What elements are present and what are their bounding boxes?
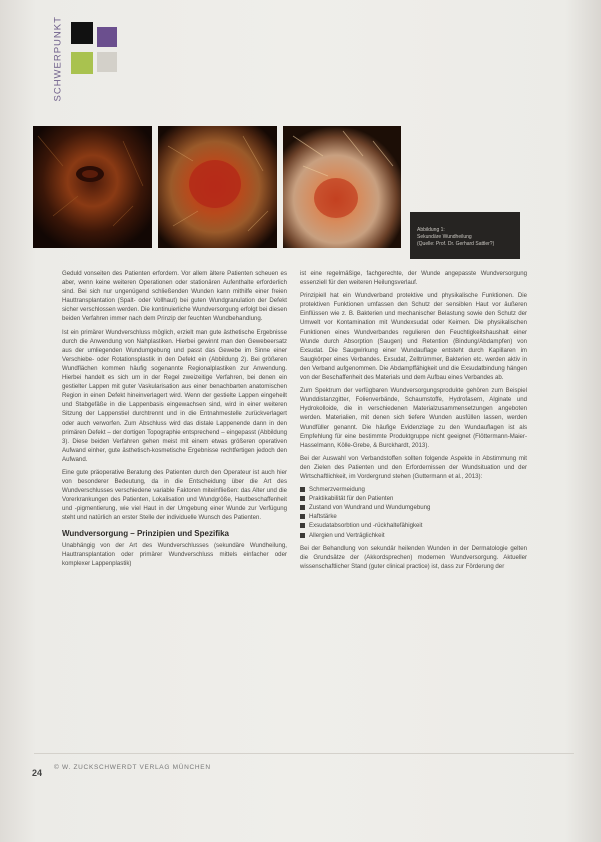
wound-photo-3 — [283, 126, 401, 248]
paragraph: Prinzipiell hat ein Wundverband protektive und physikalische Funktionen. Die protektiven Funktionen umfassen den Schutz der sensiblen Haut vor äußeren Einflüssen wie z. B. Bakterien und mechanischer Belastung sowie den Schutz der Umwelt vor Kontamination mit Wundexsudat oder Keimen. Die physikalischen Funktionen eines Wundverbandes regulieren den Feuchtigkeitshaushalt einer Wunde durch Absorption (Saugen) und Retention (Bindung/Abdampfen) von Exsudat. Die Saugwirkung einer Wundauflage entsteht durch Kapillaren im Saugkörper eines Verbandes. Exsudat, Zelltrümmer, Bakterien etc. werden aktiv in den Verband aufgenommen. Die Abdampffähigkeit und die Exsudatbindung hängen von der Beschaffenheit des Materials und dem Aufbau eines Verbandes ab. — [300, 292, 527, 382]
section-tab — [48, 18, 68, 118]
list-item-text: Haftstärke — [309, 513, 337, 521]
wound-photo-2 — [158, 126, 277, 248]
list-item-text: Praktikabilität für den Patienten — [309, 495, 394, 503]
bullet-square-icon — [300, 505, 305, 510]
criteria-list — [300, 485, 527, 540]
bullet-square-icon — [300, 487, 305, 492]
page-number: 24 — [32, 768, 43, 778]
footer-divider — [34, 753, 574, 754]
publisher-line: © W. ZUCKSCHWERDT VERLAG MÜNCHEN — [54, 764, 211, 771]
figure-caption — [410, 212, 520, 259]
list-item-text: Allergien und Verträglichkeit — [309, 531, 385, 539]
page-footer — [32, 763, 211, 778]
section-label: SCHWERPUNKT — [52, 16, 64, 102]
bullet-square-icon — [300, 533, 305, 538]
bullet-square-icon — [300, 523, 305, 528]
list-item-text: Schmerzvermeidung — [309, 486, 365, 494]
bullet-square-icon — [300, 514, 305, 519]
paragraph: ist eine regelmäßige, fachgerechte, der Wunde angepasste Wundversorgung essenziell für den weiteren Heilungsverlauf. — [300, 270, 527, 287]
paragraph: Bei der Auswahl von Verbandstoffen sollten folgende Aspekte in Abstimmung mit den Zielen des Patienten und den Erfordernissen der Wundsituation und der Wirtschaftlichkeit, im Vordergrund stehen (Guttermann et al., 2013): — [300, 454, 527, 480]
paragraph: Geduld vonseiten des Patienten erfordern. Vor allem ältere Patienten scheuen es aber, wenn keine weiteren Operationen oder stationären Aufenthalte erforderlich sind. Bei sich nur ungenügend schließenden Wunden kann mithilfe einer freien Hauttransplantation (Spalt- oder Vollhaut) bei guten Wundgranulation der Defekt sicher verschlossen werden. Die kontinuierliche Wundversorgung erfolgt bei diesen beiden Verfahren immer nach dem Prinzip der feuchten Wundbehandlung. — [62, 270, 287, 323]
bullet-square-icon — [300, 496, 305, 501]
list-item-text: Zustand von Wundrand und Wundumgebung — [309, 504, 431, 512]
color-square-grey — [97, 52, 117, 72]
list-item — [300, 485, 527, 494]
paragraph: Ist ein primärer Wundverschluss möglich, erzielt man gute ästhetische Ergebnisse durch die Anwendung von Nahplastiken. Hierbei gewinnt man den Gewebeersatz aus der umliegenden Wundumgebung und passt das Gewebe im Sinne einer Verschiebe- oder Rotationsplastik in den Defekt ein (Abbildung 2). Bei größeren Wundflächen kommen häufig sogenannte Regionalplastiken zur Anwendung. Hierbei handelt es sich um in der Regel zweizeitige Verfahren, bei denen ein gestielter Lappen mit guter Vaskularisation aus einer benachbarten anatomischen Region in einen Defekt hineinverlagert wird. Wenn der gestielte Lappen eingeheilt und Stabgefäße in die Lappenbasis eingewachsen sind, wird in einer weiteren Sitzung der Lappenstiel durchtrennt und in die Entnahmestelle zurückverlagert oder auch verworfen. Zum Abschluss wird das distale Lappenende dann in den primären Defekt – der dortigen Topographie entsprechend – eingepasst (Abbildung 3). Diese beiden Verfahren gehen meist mit einem etwas größeren operativen Aufwand einher, gute ästhetisch-kosmetische Ergebnisse rechtfertigen jedoch den Aufwand. — [62, 328, 287, 463]
paragraph: Unabhängig von der Art des Wundverschlusses (sekundäre Wundheilung, Hauttransplantation oder primärer Wundverschluss mittels einfacher oder komplexer Lappenplastik) — [62, 541, 287, 567]
caption-line: Abbildung 1: — [417, 227, 445, 233]
list-item — [300, 512, 527, 521]
list-item-text: Exsudatabsorbtion und -rückhaltefähigkeit — [309, 522, 423, 530]
color-square-black — [71, 22, 93, 44]
list-item — [300, 531, 527, 540]
paragraph: Zum Spektrum der verfügbaren Wundversorgungsprodukte gehören zum Beispiel Wunddistanzgitter, Folienverbände, Schaumstoffe, Hydrofasern, Alginate und Hydrokolloide, die in verschiedenen Materialzusammensetzungen angeboten werden. Materialien, mit denen sich tiefere Wunden ausfüllen lassen, werden Wundfüller genannt. Die häufige Evidenzlage zu den Wundauflagen ist als Empfehlung für eine bestimmte Produktgruppe nicht geeignet (Flöttermann-Maier-Hasselmann, Kölle-Grebe, & Burckhardt, 2013). — [300, 387, 527, 449]
left-column — [62, 269, 287, 572]
caption-line: Sekundäre Wundheilung — [417, 234, 472, 240]
wound-photo-1 — [33, 126, 152, 248]
section-heading: Wundversorgung – Prinzipien und Spezifika — [62, 528, 229, 538]
list-item — [300, 494, 527, 503]
color-square-green — [71, 52, 93, 74]
color-square-purple — [97, 27, 117, 47]
paragraph: Bei der Behandlung von sekundär heilenden Wunden in der Dermatologie gelten die Grundsätze der (Akkordsprechen) modernen Wundversorgung. Aktueller wissenschaftlicher Stand (guter clinical practice) ist, dass zur Förderung der — [300, 544, 527, 570]
caption-line: (Quelle: Prof. Dr. Gerhard Sattler?) — [417, 241, 495, 247]
list-item — [300, 521, 527, 530]
right-column — [300, 269, 527, 575]
list-item — [300, 503, 527, 512]
paragraph: Eine gute präoperative Beratung des Patienten durch den Operateur ist auch hier von besonderer Bedeutung, da in die Entscheidung über die Art des Wundverschlusses verschiedene variable Faktoren miteinfließen: das Alter und die Vorerkrankungen des Patienten, Lokalisation und Wundgröße, Hautbeschaffenheit und -pigmentierung, wie viel Haut in der Umgebung einer Wunde zur Verfügung steht und natürlich an erster Stelle der individuelle Wunsch des Patienten. — [62, 468, 287, 522]
